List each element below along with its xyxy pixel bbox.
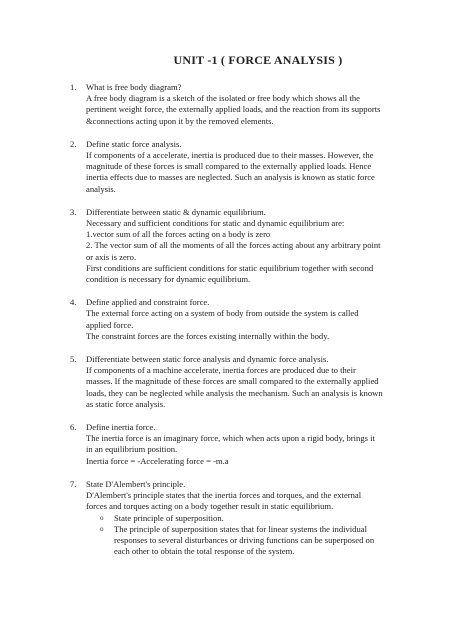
answer-line: 1.vector sum of all the forces acting on a body is zero [86,229,271,240]
question-text: Differentiate between static force analysis and dynamic force analysis. [86,354,329,365]
answer-line: analysis. [86,183,116,194]
question-item-5 [70,354,412,410]
question-number: 7. [70,478,77,489]
question-list [70,82,412,557]
question-item-1 [70,82,412,127]
answer-line: forces and torques acting on a body together result in static equilibrium. [86,501,334,512]
answer-line: applied force. [86,319,134,330]
hollow-bullet-icon: o [100,513,104,522]
answer-line: pertinent weight force, the externally applied loads, and the reaction from its supports [86,104,381,115]
answer-line: magnitude of these forces is small compared to the externally applied loads. Hence [86,161,372,172]
sub-item-line: responses to several disturbances or driving functions can be superposed on [114,534,375,545]
answer-line: The constraint forces are the forces existing internally within the body. [86,330,330,341]
answer-line: D'Alembert's principle states that the inertia forces and torques, and the external [86,490,362,501]
question-text: Define applied and constraint force. [86,297,210,308]
question-text: Differentiate between static & dynamic equilibrium. [86,206,266,217]
question-item-6 [70,422,412,467]
answer-line: or axis is zero. [86,251,137,262]
answer-line: The inertia force is an imaginary force, which when acts upon a rigid body, brings it [86,433,375,444]
question-number: 2. [70,138,77,149]
question-number: 3. [70,206,77,217]
answer-line: If components of a machine accelerate, inertia forces are produced due to their [86,365,356,376]
answer-line: A free body diagram is a sketch of the isolated or free body which shows all the [86,93,360,104]
question-item-3 [70,207,412,285]
question-text: Define static force analysis. [86,138,182,149]
sub-item-line: State principle of superposition. [114,512,224,523]
answer-line: condition is necessary for dynamic equilibrium. [86,274,251,285]
answer-line: as static force analysis. [86,398,166,409]
answer-line: The external force acting on a system of body from outside the system is called [86,308,359,319]
answer-line: &connections acting upon it by the removed elements. [86,115,274,126]
question-item-7 [70,479,412,557]
hollow-bullet-icon: o [100,524,104,533]
answer-line: First conditions are sufficient conditions for static equilibrium together with second [86,262,374,273]
answer-line: Inertia force = -Accelerating force = -m.a [86,455,229,466]
sub-item [86,513,412,524]
sub-list [86,513,412,558]
question-text: What is free body diagram? [86,82,182,92]
question-text: Define inertia force. [86,422,156,433]
answer-line: masses. If the magnitude of these forces are small compared to the externally applied [86,376,379,387]
page-title: UNIT -1 ( FORCE ANALYSIS ) [173,53,343,67]
question-text: State D'Alembert's principle. [86,478,186,489]
question-number: 1. [70,82,77,92]
sub-item-line: The principle of superposition states that for linear systems the individual [114,523,367,534]
question-number: 4. [70,297,77,308]
answer-line: Necessary and sufficient conditions for static and dynamic equilibrium are: [86,218,345,229]
question-number: 6. [70,422,77,433]
answer-line: 2. The vector sum of all the moments of all the forces acting about any arbitrary point [86,240,381,251]
answer-line: If components of a accelerate, inertia is produced due to their masses. However, the [86,150,374,161]
question-number: 5. [70,354,77,365]
sub-item [86,524,412,558]
sub-item-line: each other to obtain the total response of the system. [114,546,295,557]
question-item-2 [70,139,412,195]
answer-line: in an equilibrium position. [86,444,178,455]
answer-line: loads, they can be neglected while analysis the mechanism. Such an analysis is known [86,387,383,398]
question-item-4 [70,297,412,342]
answer-line: inertia effects due to masses are neglected. Such an analysis is known as static force [86,172,375,183]
